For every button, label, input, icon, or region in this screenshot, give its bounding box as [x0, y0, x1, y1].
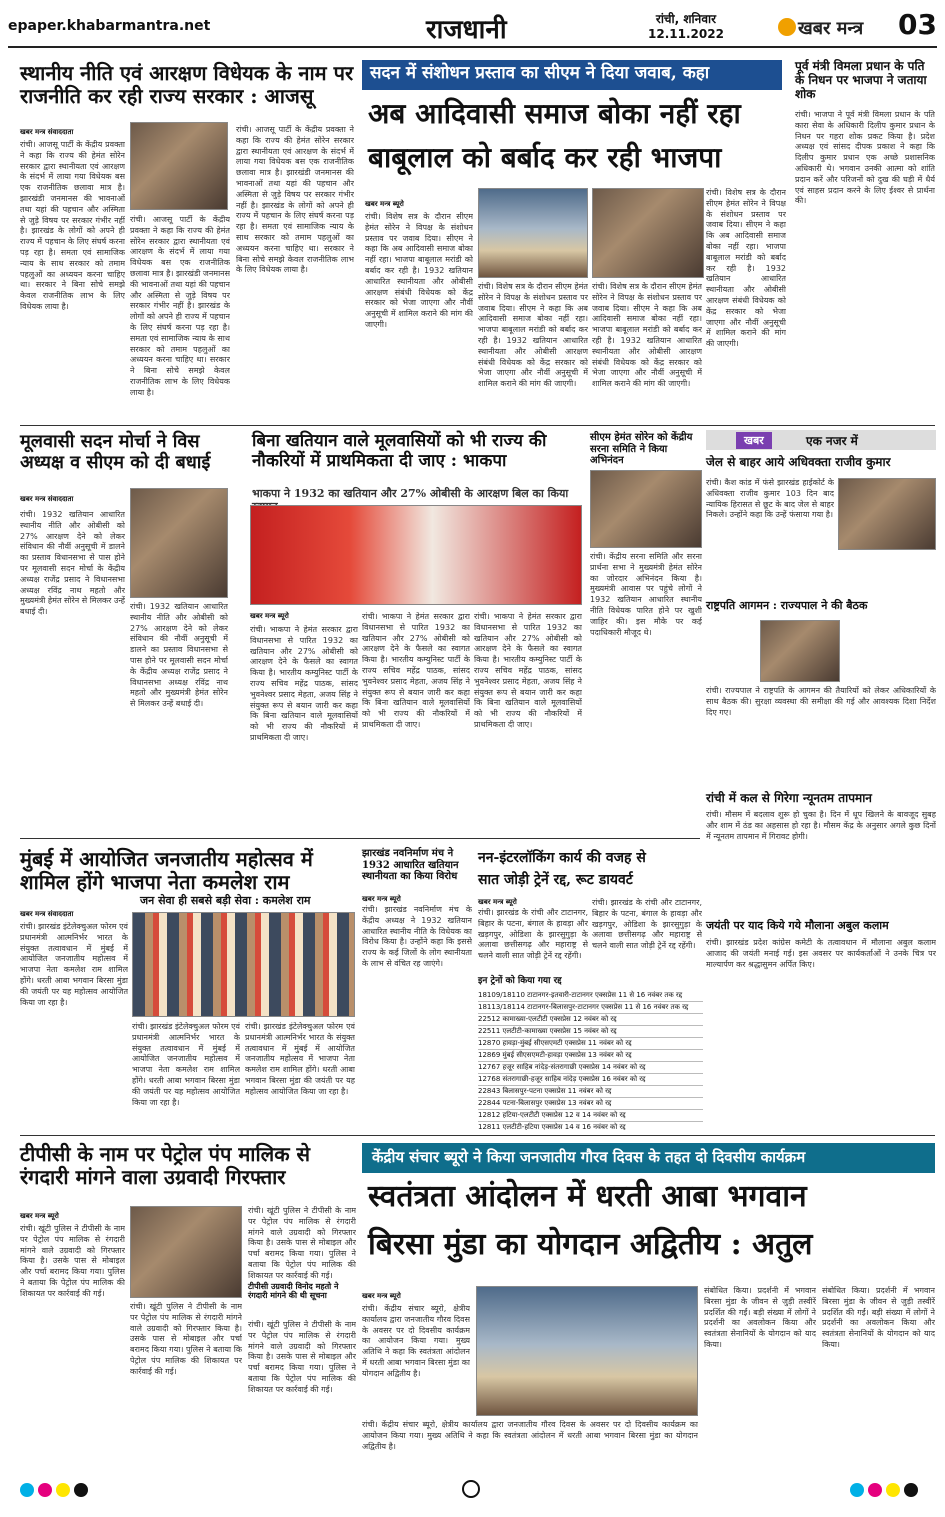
ek-nazar-item4-headline: जयंती पर याद किये गये मौलाना अबुल कलाम: [706, 919, 889, 932]
masthead: [8, 8, 937, 48]
ek-nazar-header: [706, 430, 936, 450]
divider: [20, 425, 935, 426]
article7-byline: खबर मन्त्र संवाददाता: [20, 910, 74, 918]
train-table-row: 18113/18114 टाटानगर-बिलासपुर-टाटानगर एक्सप्रेस 11 से 16 नवंबर तक रद्द: [478, 1002, 703, 1014]
article1-headline: स्थानीय नीति एवं आरक्षण विधेयक के नाम पर राजनीति कर रही राज्य सरकार : आजसू: [20, 61, 354, 108]
article4-byline: खबर मन्त्र संवाददाता: [20, 495, 74, 503]
article7-body: रांची। झारखंड इंटेलेक्चुअल फोरम एवं प्रधानमंत्री आत्मनिर्भर भारत के संयुक्त तत्वावधान में मुंबई में आयोजित जनजातीय महोत्सव में भाजपा नेता कमलेश राम शामिल होंगे। धरती आबा भगवान बिरसा मुंडा की जयंती पर यह महोत्सव आयोजित किया जा रहा है।: [20, 922, 128, 1007]
article1-body: रांची। आजसू पार्टी के केंद्रीय प्रवक्ता ने कहा कि राज्य की हेमंत सोरेन सरकार द्वारा स्थानीयता एवं आरक्षण के संदर्भ में लाया गया विधेयक बस एक राजनीतिक छलावा मात्र है। झारखंडी जनमानस की भावनाओं तथा यहां की पहचान और अस्मिता से जुड़े विषय पर सरकार गंभीर नहीं है। झारखंड के लोगों को अपने ही राज्य में पहचान के लिए संघर्ष करना पड़ रहा है। समता एवं सामाजिक न्याय के साथ सरकार को तमाम पहलुओं का अध्ययन करना चाहिए था। सरकार ने बिना सोचे समझे केवल राजनीतिक लाभ के लिए विधेयक लाया है।: [20, 140, 125, 311]
train-table-row: 12812 हटिया-एलटीटी एक्सप्रेस 12 व 14 नवंबर को रद्द: [478, 1110, 703, 1122]
brand-logo-icon: [778, 18, 796, 36]
article1-photo: [130, 122, 228, 210]
registration-dot-yellow: [886, 1483, 900, 1497]
registration-dot-magenta: [38, 1483, 52, 1497]
article4-photo: [130, 488, 228, 598]
article10-body-col3: रांची। खूंटी पुलिस ने टीपीसी के नाम पर पेट्रोल पंप मालिक से रंगदारी मांगने वाले उग्रवादी को गिरफ्तार किया है। उसके पास से मोबाइल और पर्चा बरामद किया गया। पुलिस ने बताया कि पेट्रोल पंप मालिक की शिकायत पर कार्रवाई की गई।: [248, 1206, 356, 1280]
train-table-row: 12869 मुंबई सीएसएमटी-हावड़ा एक्सप्रेस 13 नवंबर को रद्द: [478, 1050, 703, 1062]
article1-body-col3: रांची। आजसू पार्टी के केंद्रीय प्रवक्ता ने कहा कि राज्य की हेमंत सोरेन सरकार द्वारा स्थानीयता एवं आरक्षण के संदर्भ में लाया गया विधेयक बस एक राजनीतिक छलावा मात्र है। झारखंडी जनमानस की भावनाओं तथा यहां की पहचान और अस्मिता से जुड़े विषय पर सरकार गंभीर नहीं है। झारखंड के लोगों को अपने ही राज्य में पहचान के लिए संघर्ष करना पड़ रहा है। समता एवं सामाजिक न्याय के साथ सरकार को तमाम पहलुओं का अध्ययन करना चाहिए था। सरकार ने बिना सोचे समझे केवल राजनीतिक लाभ के लिए विधेयक लाया है।: [236, 125, 354, 275]
section-title: राजधानी: [426, 15, 507, 45]
article3-headline: पूर्व मंत्री विमला प्रधान के पति के निधन पर भाजपा ने जताया शोक: [795, 59, 927, 101]
article4-headline: मूलवासी सदन मोर्चा ने विस अध्यक्ष व सीएम को दी बधाई: [20, 431, 211, 473]
article2-kicker: सदन में संशोधन प्रस्ताव का सीएम ने दिया जवाब, कहा: [362, 60, 782, 90]
article5-subhead: भाकपा ने 1932 का खतियान और 27% ओबीसी के आरक्षण बिल का किया: [252, 487, 569, 500]
ek-nazar-title: एक नजर में: [806, 434, 858, 448]
registration-dot-cyan: [850, 1483, 864, 1497]
article9-body: रांची। झारखंड के रांची और टाटानगर, बिहार के पटना, बंगाल के हावड़ा और खड़गपुर, ओडिशा के झारसुगुड़ा के अलावा छत्तीसगढ़ और महाराष्ट्र से चलने वाली सात जोड़ी ट्रेनें रद्द रहेंगी।: [478, 908, 588, 961]
article2-body-col2: रांची। विशेष सत्र के दौरान सीएम हेमंत सोरेन ने विपक्ष के संशोधन प्रस्ताव पर जवाब दिया। सीएम ने कहा कि अब आदिवासी समाज बोका नहीं रहा। भाजपा बाबूलाल मरांडी को बर्बाद कर रही है। 1932 खतियान आधारित स्थानीयता और ओबीसी आरक्षण संबंधी विधेयक को केंद्र सरकार को भेजा जाएगा और नौवीं अनुसूची में शामिल कराने की मांग की जाएगी।: [478, 282, 588, 389]
ek-nazar-item2-body: रांची। राज्यपाल ने राष्ट्रपति के आगमन की तैयारियों को लेकर अधिकारियों के साथ बैठक की। सुरक्षा व्यवस्था की समीक्षा की गई और आवश्यक दिशा निर्देश दिए गए।: [706, 686, 936, 717]
article4-body: रांची। 1932 खतियान आधारित स्थानीय नीति और ओबीसी को 27% आरक्षण देने को लेकर संविधान की नौवीं अनुसूची में डालने का प्रस्ताव विधानसभा से पास होने पर मूलवासी सदन मोर्चा के केंद्रीय अध्यक्ष राजेंद्र प्रसाद ने विधानसभा अध्यक्ष रविंद्र नाथ महतो और मुख्यमंत्री हेमंत सोरेन से मिलकर उन्हें बधाई दी।: [20, 510, 125, 617]
article4-body-col2: रांची। 1932 खतियान आधारित स्थानीय नीति और ओबीसी को 27% आरक्षण देने को लेकर संविधान की नौवीं अनुसूची में डालने का प्रस्ताव विधानसभा से पास होने पर मूलवासी सदन मोर्चा के केंद्रीय अध्यक्ष राजेंद्र प्रसाद ने विधानसभा अध्यक्ष रविंद्र नाथ महतो और मुख्यमंत्री हेमंत सोरेन से मिलकर उन्हें बधाई दी।: [130, 602, 228, 709]
article10-body: रांची। खूंटी पुलिस ने टीपीसी के नाम पर पेट्रोल पंप मालिक से रंगदारी मांगने वाले उग्रवादी को गिरफ्तार किया है। उसके पास से मोबाइल और पर्चा बरामद किया गया। पुलिस ने बताया कि पेट्रोल पंप मालिक की शिकायत पर कार्रवाई की गई।: [20, 1224, 125, 1298]
article11-photo: [476, 1286, 698, 1416]
article7-photo-caption: जन सेवा ही सबसे बड़ी सेवा : कमलेश राम: [140, 894, 311, 907]
train-table-row: 22512 कामाख्या-एलटीटी एक्सप्रेस 12 नवंबर को रद्द: [478, 1014, 703, 1026]
article11-headline-line1: स्वतंत्रता आंदोलन में धरती आबा भगवान: [368, 1179, 807, 1214]
article3-body: रांची। भाजपा ने पूर्व मंत्री विमला प्रधान के पति कारा सेवा के अधिकारी दिलीप कुमार प्रधान के निधन पर गहरा शोक प्रकट किया है। प्रदेश अध्यक्ष एवं सांसद दीपक प्रकाश ने कहा कि दिलीप कुमार प्रधान एक अच्छे प्रशासनिक अधिकारी थे। भगवान उनकी आत्मा को शांति प्रदान करें और परिजनों को दुख की घड़ी में धैर्य एवं साहस प्रदान करने के लिए ईश्वर से प्रार्थना की।: [795, 110, 935, 206]
article2-photo-left: [478, 188, 588, 278]
train-table-row: 12768 संतरागाछी-हजूर साहिब नांदेड़ एक्सप्रेस 16 नवंबर को रद्द: [478, 1074, 703, 1086]
train-table-row: 12870 हावड़ा-मुंबई सीएसएमटी एक्सप्रेस 11 नवंबर को रद्द: [478, 1038, 703, 1050]
article11-body: रांची। केंद्रीय संचार ब्यूरो, क्षेत्रीय कार्यालय द्वारा जनजातीय गौरव दिवस के अवसर पर दो दिवसीय कार्यक्रम का आयोजन किया गया। मुख्य अतिथि ने कहा कि स्वतंत्रता आंदोलन में धरती आबा भगवान बिरसा मुंडा का योगदान अद्वितीय है।: [362, 1304, 470, 1378]
article11-body-col2: रांची। केंद्रीय संचार ब्यूरो, क्षेत्रीय कार्यालय द्वारा जनजातीय गौरव दिवस के अवसर पर दो दिवसीय कार्यक्रम का आयोजन किया गया। मुख्य अतिथि ने कहा कि स्वतंत्रता आंदोलन में धरती आबा भगवान बिरसा मुंडा का योगदान अद्वितीय है।: [362, 1420, 698, 1451]
article8-body: रांची। झारखंड नवनिर्माण मंच के केंद्रीय अध्यक्ष ने 1932 खतियान आधारित स्थानीय नीति के विधेयक का विरोध किया है। उन्होंने कहा कि इससे राज्य के कई जिलों के लोग स्थानीयता के लाभ से वंचित रह जाएंगे।: [362, 905, 472, 968]
article6-body: रांची। केंद्रीय सरना समिति और सरना प्रार्थना सभा ने मुख्यमंत्री हेमंत सोरेन का जोरदार अभिनंदन किया है। मुख्यमंत्री आवास पर पहुंचे लोगों ने 1932 खतियान आधारित स्थानीय नीति विधेयक पारित होने पर खुशी जाहिर की। इस मौके पर कई पदाधिकारी मौजूद थे।: [590, 552, 702, 637]
train-table-row: 12767 हजूर साहिब नांदेड़-संतरागाछी एक्सप्रेस 14 नवंबर को रद्द: [478, 1062, 703, 1074]
article5-body: रांची। भाकपा ने हेमंत सरकार द्वारा विधानसभा से पारित 1932 का खतियान और 27% ओबीसी को आरक्षण देने के फैसले का स्वागत किया है। भारतीय कम्युनिस्ट पार्टी के राज्य सचिव महेंद्र पाठक, सांसद भुवनेश्वर प्रसाद मेहता, अजय सिंह ने संयुक्त रूप से बयान जारी कर कहा कि बिना खतियान वाले मूलवासियों को भी राज्य की नौकरियों में प्राथमिकता दी जाए।: [250, 625, 358, 742]
ek-nazar-item4-body: रांची। झारखंड प्रदेश कांग्रेस कमेटी के तत्वावधान में मौलाना अबुल कलाम आजाद की जयंती मनाई गई। इस अवसर पर कार्यकर्ताओं ने उनके चित्र पर माल्यार्पण कर श्रद्धासुमन अर्पित किए।: [706, 938, 936, 969]
site-url[interactable]: epaper.khabarmantra.net: [8, 18, 211, 34]
article9-headline-line1: नन-इंटरलॉकिंग कार्य की वजह से: [478, 850, 646, 866]
article8-headline: झारखंड नवनिर्माण मंच ने 1932 आधारित खतियान स्थानीयता का किया विरोध: [362, 848, 459, 882]
registration-dot-black: [904, 1483, 918, 1497]
article8-byline: खबर मन्त्र ब्यूरो: [362, 895, 401, 903]
ek-nazar-item2-headline: राष्ट्रपति आगमन : राज्यपाल ने की बैठक: [706, 599, 868, 612]
train-table-row: 18109/18110 टाटानगर-इतवारी-टाटानगर एक्सप्रेस 11 से 16 नवंबर तक रद्द: [478, 990, 703, 1002]
article5-headline: बिना खतियान वाले मूलवासियों को भी राज्य की नौकरियों में प्राथमिकता दी जाए : भाकपा: [252, 431, 547, 471]
article10-body-col4: रांची। खूंटी पुलिस ने टीपीसी के नाम पर पेट्रोल पंप मालिक से रंगदारी मांगने वाले उग्रवादी को गिरफ्तार किया है। उसके पास से मोबाइल और पर्चा बरामद किया गया। पुलिस ने बताया कि पेट्रोल पंप मालिक की शिकायत पर कार्रवाई की गई।: [248, 1320, 356, 1394]
article11-kicker: केंद्रीय संचार ब्यूरो ने किया जनजातीय गौरव दिवस के तहत दो दिवसीय कार्यक्रम: [362, 1143, 935, 1173]
article10-subhead: टीपीसी उग्रवादी विनोद महतो ने रंगदारी मांगने की थी सूचना: [248, 1281, 339, 1301]
train-table-row: 22843 बिलासपुर-पटना एक्सप्रेस 11 नवंबर को रद्द: [478, 1086, 703, 1098]
dateline: [648, 10, 724, 41]
brand-name: खबर मन्त्र: [798, 18, 864, 39]
registration-dot-yellow: [56, 1483, 70, 1497]
article10-headline: टीपीसी के नाम पर पेट्रोल पंप मालिक से रंगदारी मांगने वाला उग्रवादी गिरफ्तार: [20, 1142, 311, 1189]
registration-dot-cyan: [20, 1483, 34, 1497]
train-table: [478, 990, 703, 1130]
article2-photo-right: [592, 188, 704, 278]
article5-body-col2: रांची। भाकपा ने हेमंत सरकार द्वारा विधानसभा से पारित 1932 का खतियान और 27% ओबीसी को आरक्षण देने के फैसले का स्वागत किया है। भारतीय कम्युनिस्ट पार्टी के राज्य सचिव महेंद्र पाठक, सांसद भुवनेश्वर प्रसाद मेहता, अजय सिंह ने संयुक्त रूप से बयान जारी कर कहा कि बिना खतियान वाले मूलवासियों को भी राज्य की नौकरियों में प्राथमिकता दी जाए।: [362, 612, 470, 729]
article1-body-col2: रांची। आजसू पार्टी के केंद्रीय प्रवक्ता ने कहा कि राज्य की हेमंत सोरेन सरकार द्वारा स्थानीयता एवं आरक्षण के संदर्भ में लाया गया विधेयक बस एक राजनीतिक छलावा मात्र है। झारखंडी जनमानस की भावनाओं तथा यहां की पहचान और अस्मिता से जुड़े विषय पर सरकार गंभीर नहीं है। झारखंड के लोगों को अपने ही राज्य में पहचान के लिए संघर्ष करना पड़ रहा है। समता एवं सामाजिक न्याय के साथ सरकार को तमाम पहलुओं का अध्ययन करना चाहिए था। सरकार ने बिना सोचे समझे केवल राजनीतिक लाभ के लिए विधेयक लाया है।: [130, 215, 230, 397]
divider: [20, 838, 700, 839]
ek-nazar-item3-body: रांची। मौसम में बदलाव शुरू हो चुका है। दिन में धूप खिलने के बावजूद सुबह और शाम में ठंड का अहसास हो रहा है। मौसम केंद्र के अनुसार अगले कुछ दिनों में न्यूनतम तापमान में गिरावट होगी।: [706, 810, 936, 841]
article7-headline: मुंबई में आयोजित जनजातीय महोत्सव में शामिल होंगे भाजपा नेता कमलेश राम: [20, 847, 313, 894]
print-registration-marks: [850, 1482, 922, 1501]
article1-byline: खबर मन्त्र संवाददाता: [20, 128, 74, 136]
issue-date: 12.11.2022: [648, 27, 724, 41]
page-number: 03: [898, 8, 937, 41]
article7-body-col2: रांची। झारखंड इंटेलेक्चुअल फोरम एवं प्रधानमंत्री आत्मनिर्भर भारत के संयुक्त तत्वावधान में मुंबई में आयोजित जनजातीय महोत्सव में भाजपा नेता कमलेश राम शामिल होंगे। धरती आबा भगवान बिरसा मुंडा की जयंती पर यह महोत्सव आयोजित किया जा रहा है।: [132, 1022, 240, 1107]
train-table-row: 22511 एलटीटी-कामाख्या एक्सप्रेस 15 नवंबर को रद्द: [478, 1026, 703, 1038]
crosshair-icon: [462, 1480, 480, 1498]
article9-byline: खबर मन्त्र ब्यूरो: [478, 898, 517, 906]
registration-dot-black: [74, 1483, 88, 1497]
article10-body-col2: रांची। खूंटी पुलिस ने टीपीसी के नाम पर पेट्रोल पंप मालिक से रंगदारी मांगने वाले उग्रवादी को गिरफ्तार किया है। उसके पास से मोबाइल और पर्चा बरामद किया गया। पुलिस ने बताया कि पेट्रोल पंप मालिक की शिकायत पर कार्रवाई की गई।: [130, 1302, 242, 1376]
article10-byline: खबर मन्त्र ब्यूरो: [20, 1212, 59, 1220]
registration-dot-magenta: [868, 1483, 882, 1497]
article2-body: रांची। विशेष सत्र के दौरान सीएम हेमंत सोरेन ने विपक्ष के संशोधन प्रस्ताव पर जवाब दिया। सीएम ने कहा कि अब आदिवासी समाज बोका नहीं रहा। भाजपा बाबूलाल मरांडी को बर्बाद कर रही है। 1932 खतियान आधारित स्थानीयता और ओबीसी आरक्षण संबंधी विधेयक को केंद्र सरकार को भेजा जाएगा और नौवीं अनुसूची में शामिल कराने की मांग की जाएगी।: [365, 212, 473, 329]
article9-headline-line2: सात जोड़ी ट्रेनें रद्द, रूट डायवर्ट: [478, 872, 633, 888]
city-day: रांची, शनिवार: [655, 12, 717, 26]
article2-body-col4: रांची। विशेष सत्र के दौरान सीएम हेमंत सोरेन ने विपक्ष के संशोधन प्रस्ताव पर जवाब दिया। सीएम ने कहा कि अब आदिवासी समाज बोका नहीं रहा। भाजपा बाबूलाल मरांडी को बर्बाद कर रही है। 1932 खतियान आधारित स्थानीयता और ओबीसी आरक्षण संबंधी विधेयक को केंद्र सरकार को भेजा जाएगा और नौवीं अनुसूची में शामिल कराने की मांग की जाएगी।: [706, 188, 786, 349]
article11-body-col3: संबोधित किया। प्रदर्शनी में भगवान बिरसा मुंडा के जीवन से जुड़ी तस्वीरें प्रदर्शित की गईं। बड़ी संख्या में लोगों ने प्रदर्शनी का अवलोकन किया और स्वतंत्रता सेनानियों के योगदान को याद किया।: [704, 1286, 816, 1349]
article2-body-col3: रांची। विशेष सत्र के दौरान सीएम हेमंत सोरेन ने विपक्ष के संशोधन प्रस्ताव पर जवाब दिया। सीएम ने कहा कि अब आदिवासी समाज बोका नहीं रहा। भाजपा बाबूलाल मरांडी को बर्बाद कर रही है। 1932 खतियान आधारित स्थानीयता और ओबीसी आरक्षण संबंधी विधेयक को केंद्र सरकार को भेजा जाएगा और नौवीं अनुसूची में शामिल कराने की मांग की जाएगी।: [592, 282, 702, 389]
article2-headline-line1: अब आदिवासी समाज बोका नहीं रहा: [368, 97, 741, 130]
article6-headline: सीएम हेमंत सोरेन को केंद्रीय सरना समिति ने किया अभिनंदन: [590, 432, 693, 466]
ek-nazar-tag: खबर: [736, 432, 772, 449]
train-table-title: इन ट्रेनों को किया गया रद्द: [478, 976, 562, 986]
article11-body-col4: संबोधित किया। प्रदर्शनी में भगवान बिरसा मुंडा के जीवन से जुड़ी तस्वीरें प्रदर्शित की गईं। बड़ी संख्या में लोगों ने प्रदर्शनी का अवलोकन किया और स्वतंत्रता सेनानियों के योगदान को याद किया।: [822, 1286, 935, 1349]
ek-nazar-item1-photo: [838, 478, 936, 550]
article2-headline-line2: बाबूलाल को बर्बाद कर रही भाजपा: [368, 141, 722, 174]
article6-photo: [590, 470, 702, 548]
article9-body-col2: रांची। झारखंड के रांची और टाटानगर, बिहार के पटना, बंगाल के हावड़ा और खड़गपुर, ओडिशा के झारसुगुड़ा के अलावा छत्तीसगढ़ और महाराष्ट्र से चलने वाली सात जोड़ी ट्रेनें रद्द रहेंगी।: [592, 898, 702, 951]
article10-photo: [130, 1206, 242, 1298]
train-table-row: 12811 एलटीटी-हटिया एक्सप्रेस 14 व 16 नवंबर को रद्द: [478, 1122, 703, 1130]
ek-nazar-item1-headline: जेल से बाहर आये अधिवक्ता राजीव कुमार: [706, 455, 891, 469]
ek-nazar-item1-body: रांची। कैश कांड में फंसे झारखंड हाईकोर्ट के अधिवक्ता राजीव कुमार 103 दिन बाद न्यायिक हिरासत से छूट के बाद जेल से बाहर निकले। उन्होंने कहा कि उन्हें फंसाया गया है।: [706, 478, 834, 520]
article11-byline: खबर मन्त्र ब्यूरो: [362, 1292, 401, 1300]
article7-photo: [132, 912, 355, 1017]
ek-nazar-item2-photo: [760, 620, 840, 682]
article2-byline: खबर मन्त्र ब्यूरो: [365, 200, 404, 208]
train-table-row: 22844 पटना-बिलासपुर एक्सप्रेस 13 नवंबर को रद्द: [478, 1098, 703, 1110]
article5-photo: [250, 505, 582, 605]
ek-nazar-item3-headline: रांची में कल से गिरेगा न्यूनतम तापमान: [706, 791, 872, 805]
article5-byline: खबर मन्त्र ब्यूरो: [250, 612, 289, 620]
divider: [20, 1135, 935, 1136]
article5-body-col3: रांची। भाकपा ने हेमंत सरकार द्वारा विधानसभा से पारित 1932 का खतियान और 27% ओबीसी को आरक्षण देने के फैसले का स्वागत किया है। भारतीय कम्युनिस्ट पार्टी के राज्य सचिव महेंद्र पाठक, सांसद भुवनेश्वर प्रसाद मेहता, अजय सिंह ने संयुक्त रूप से बयान जारी कर कहा कि बिना खतियान वाले मूलवासियों को भी राज्य की नौकरियों में प्राथमिकता दी जाए।: [474, 612, 582, 729]
article11-headline-line2: बिरसा मुंडा का योगदान अद्वितीय : अतुल: [368, 1227, 813, 1262]
article7-body-col3: रांची। झारखंड इंटेलेक्चुअल फोरम एवं प्रधानमंत्री आत्मनिर्भर भारत के संयुक्त तत्वावधान में मुंबई में आयोजित जनजातीय महोत्सव में भाजपा नेता कमलेश राम शामिल होंगे। धरती आबा भगवान बिरसा मुंडा की जयंती पर यह महोत्सव आयोजित किया जा रहा है।: [245, 1022, 355, 1096]
print-registration-marks: [20, 1482, 92, 1501]
